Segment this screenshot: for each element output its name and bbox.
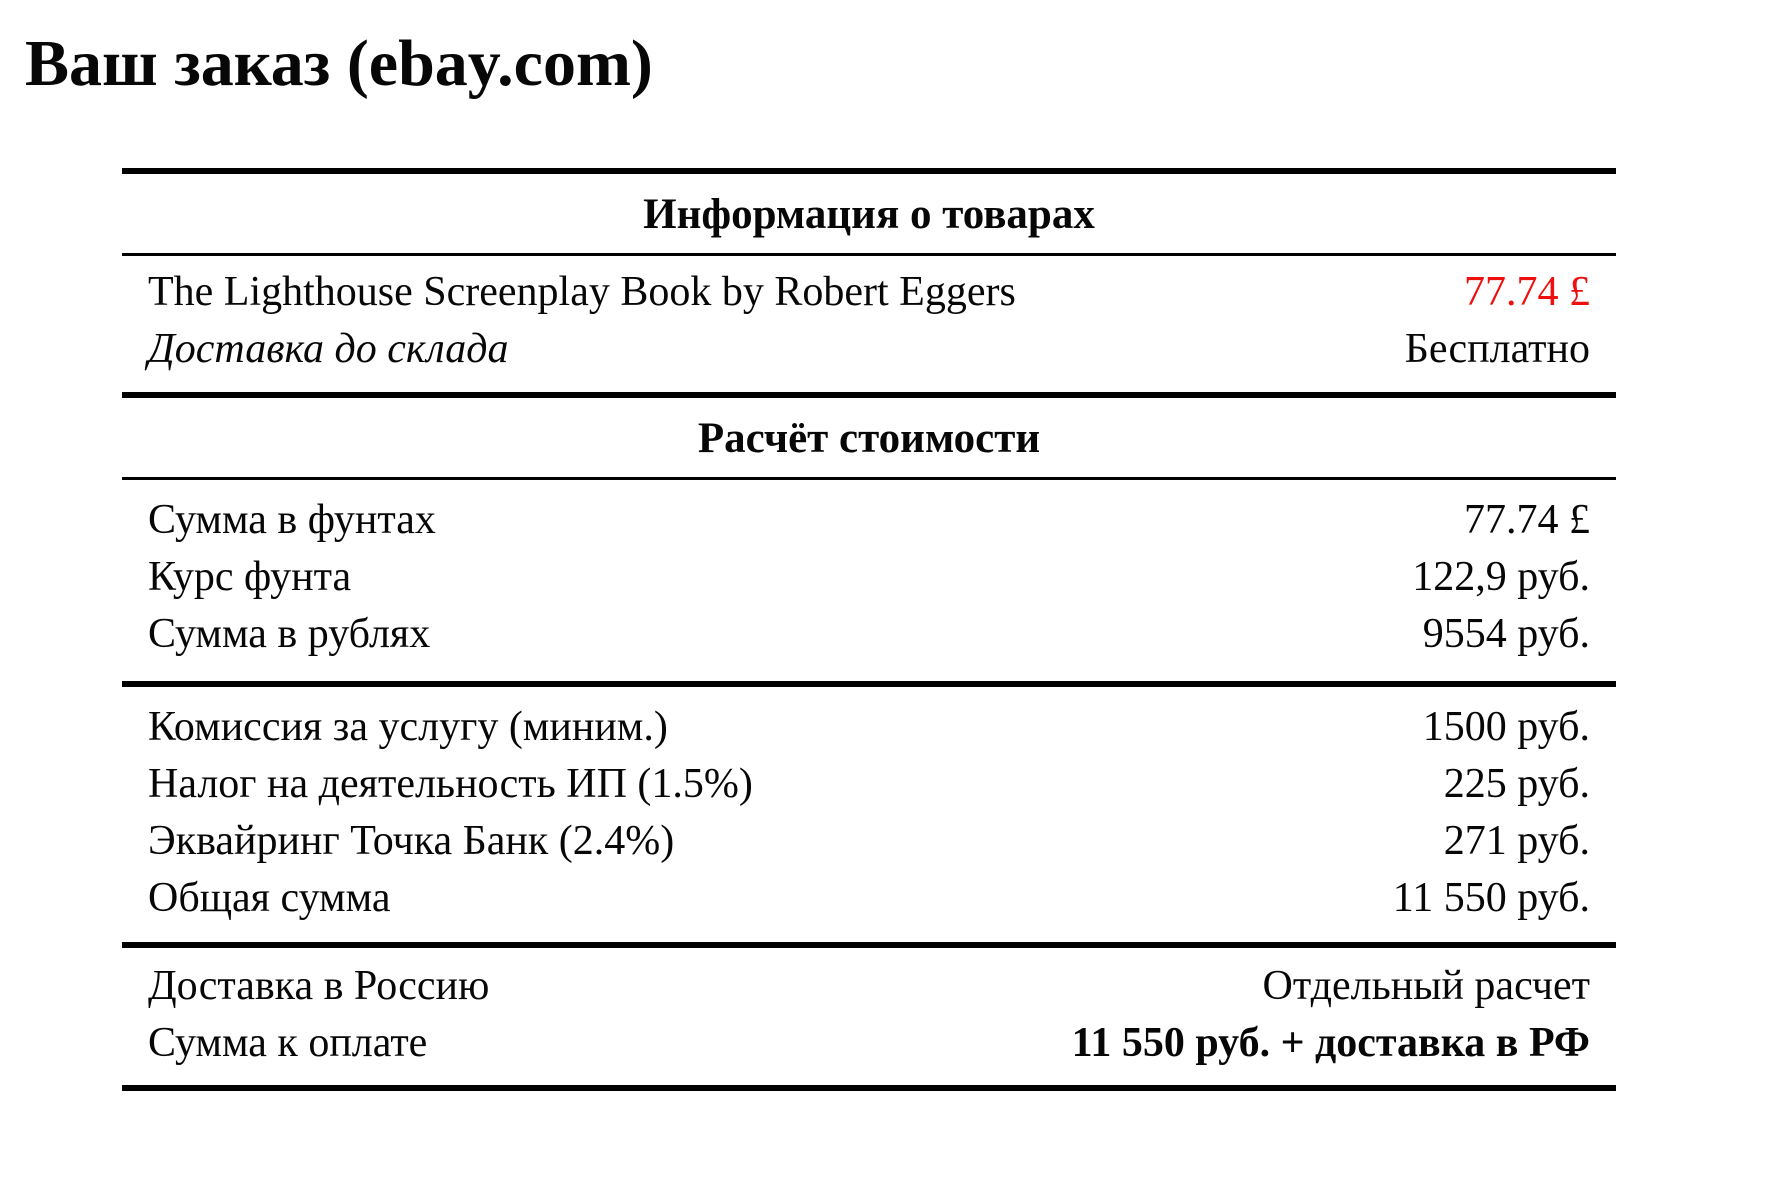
sum-rubles-value: 9554 руб.: [1422, 610, 1590, 657]
total-value: 11 550 руб.: [1392, 874, 1590, 921]
product-price: 77.74 £: [1464, 268, 1590, 315]
section-header-items: Информация о товарах: [643, 190, 1095, 238]
table-row-warehouse-delivery: [122, 321, 1616, 378]
calc-main-section: [122, 480, 1616, 681]
warehouse-delivery-label: Доставка до склада: [148, 325, 509, 372]
pound-rate-value: 122,9 руб.: [1412, 553, 1590, 600]
sum-pounds-label: Сумма в фунтах: [148, 496, 436, 543]
table-row-tax: [122, 756, 1616, 813]
tax-label: Налог на деятельность ИП (1.5%): [148, 760, 753, 807]
table-row-product: [122, 264, 1616, 321]
sum-pounds-value: 77.74 £: [1464, 496, 1590, 543]
service-fee-value: 1500 руб.: [1422, 703, 1590, 750]
product-name: The Lighthouse Screenplay Book by Robert Eggers: [148, 268, 1016, 315]
tax-value: 225 руб.: [1443, 760, 1590, 807]
total-label: Общая сумма: [148, 874, 391, 921]
table-row-service-fee: [122, 699, 1616, 756]
items-section: [122, 256, 1616, 392]
russia-delivery-value: Отдельный расчет: [1262, 962, 1590, 1009]
divider-bottom: [122, 1085, 1616, 1091]
table-row-sum-rubles: [122, 606, 1616, 663]
service-fee-label: Комиссия за услугу (миним.): [148, 703, 668, 750]
payable-value: 11 550 руб. + доставка в РФ: [1071, 1019, 1590, 1066]
page-title: Ваш заказ (ebay.com): [25, 27, 653, 100]
payable-label: Сумма к оплате: [148, 1019, 428, 1066]
table-row-payable: [122, 1015, 1616, 1072]
russia-delivery-label: Доставка в Россию: [148, 962, 490, 1009]
table-row-pound-rate: [122, 549, 1616, 606]
acquiring-value: 271 руб.: [1443, 817, 1590, 864]
final-section: [122, 948, 1616, 1085]
section-header-calc: Расчёт стоимости: [697, 414, 1041, 462]
table-row-russia-delivery: [122, 958, 1616, 1015]
table-row-total: [122, 870, 1616, 927]
warehouse-delivery-value: Бесплатно: [1404, 325, 1590, 372]
order-summary-page: [0, 26, 1775, 1192]
calc-fees-section: [122, 687, 1616, 942]
acquiring-label: Эквайринг Точка Банк (2.4%): [148, 817, 675, 864]
sum-rubles-label: Сумма в рублях: [148, 610, 431, 657]
pound-rate-label: Курс фунта: [148, 553, 352, 600]
table-row-sum-pounds: [122, 492, 1616, 549]
order-table: [122, 168, 1616, 1091]
table-row-acquiring: [122, 813, 1616, 870]
